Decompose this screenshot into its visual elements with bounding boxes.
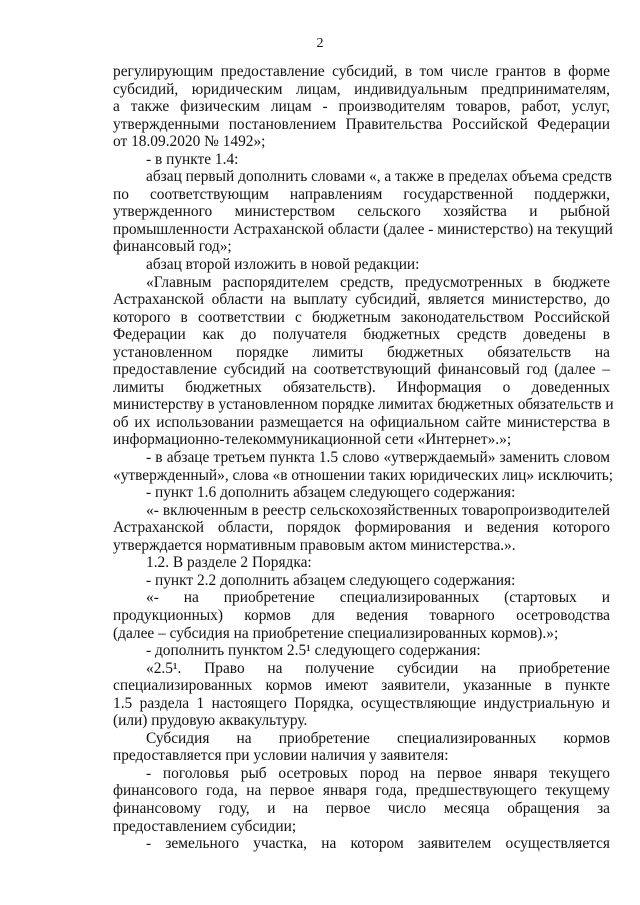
text-line: абзац второй изложить в новой редакции: [146, 256, 420, 274]
text-line: от 18.09.2020 № 1492»; [113, 133, 266, 151]
text-line: «Главным распорядителем средств, предусмотренных в бюджете [146, 273, 610, 291]
text-line: предоставлением субсидии; [113, 817, 297, 835]
document-body [113, 63, 614, 853]
text-line: - пункт 1.6 дополнить абзацем следующего содержания: [146, 484, 516, 502]
text-line: которого в соответствии с бюджетным законодательством Российской [113, 308, 610, 326]
text-line: информационно-телекоммуникационной сети «Интернет».»; [113, 431, 512, 449]
text-line: (далее – субсидия на приобретение специализированных кормов).»; [113, 624, 559, 642]
text-line: 1.5 раздела 1 настоящего Порядка, осуществляющие индустриальную и [113, 694, 610, 712]
text-line: Федерации как до получателя бюджетных средств доведены в [113, 326, 610, 344]
text-line: 1.2. В разделе 2 Порядка: [146, 554, 312, 572]
text-line: финансового года, на первое января года, предшествующего текущему [113, 782, 610, 800]
text-line: промышленности Астраханской области (далее - министерство) на текущий [113, 220, 613, 238]
text-line: об их использовании размещается на официальном сайте министерства в [113, 413, 610, 431]
text-line: абзац первый дополнить словами «, а также в пределах объема средств [146, 168, 612, 186]
text-line: регулирующим предоставление субсидий, в том числе грантов в форме [113, 63, 610, 80]
text-line: утвержденными постановлением Правительства Российской Федерации [113, 115, 610, 133]
text-line: предоставление субсидий на соответствующий финансовый год (далее – [113, 361, 610, 379]
text-line: финансовому году, и на первое число месяца обращения за [113, 799, 610, 817]
text-line: специализированных кормов имеют заявители, указанные в пункте [113, 677, 610, 695]
text-line: Субсидия на приобретение специализированных кормов [146, 729, 610, 747]
text-line: а также физическим лицам - производителям товаров, работ, услуг, [113, 98, 610, 116]
text-line: «утвержденный», слова «в отношении таких юридических лиц» исключить; [113, 466, 614, 484]
text-line: утверждается нормативным правовым актом министерства.». [113, 536, 516, 554]
text-line: Астраханской области на выплату субсидий, является министерство, до [113, 291, 610, 309]
text-line: субсидий, юридическим лицам, индивидуальным предпринимателям, [113, 80, 610, 98]
page-number: 2 [316, 36, 324, 51]
text-line: по соответствующим направлениям государственной поддержки, [113, 185, 610, 203]
text-line: - в абзаце третьем пункта 1.5 слово «утверждаемый» заменить словом [146, 449, 610, 467]
text-line: утвержденного министерством сельского хозяйства и рыбной [113, 203, 610, 221]
text-line: лимиты бюджетных обязательств). Информация о доведенных [113, 378, 610, 396]
text-line: «2.5¹. Право на получение субсидии на приобретение [146, 659, 610, 677]
text-line: - поголовья рыб осетровых пород на первое января текущего [146, 764, 610, 782]
text-line: - дополнить пунктом 2.5¹ следующего содержания: [146, 642, 481, 660]
text-line: «- включенным в реестр сельскохозяйственных товаропроизводителей [146, 501, 610, 519]
text-line: продукционных) кормов для ведения товарного осетроводства [113, 606, 610, 624]
text-line: «- на приобретение специализированных (стартовых и [146, 589, 610, 607]
text-line: финансовый год»; [113, 238, 232, 256]
text-line: министерству в установленном порядке лимитах бюджетных обязательств и [113, 396, 614, 414]
text-line: - в пункте 1.4: [146, 150, 239, 168]
text-line: - земельного участка, на котором заявителем осуществляется [146, 835, 610, 853]
text-line: предоставляется при условии наличия у заявителя: [113, 747, 449, 765]
text-line: Астраханской области, порядок формирования и ведения которого [113, 519, 610, 537]
text-line: установленном порядке лимиты бюджетных обязательств на [113, 343, 610, 361]
text-line: - пункт 2.2 дополнить абзацем следующего содержания: [146, 571, 516, 589]
text-line: (или) прудовую аквакультуру. [113, 712, 308, 730]
